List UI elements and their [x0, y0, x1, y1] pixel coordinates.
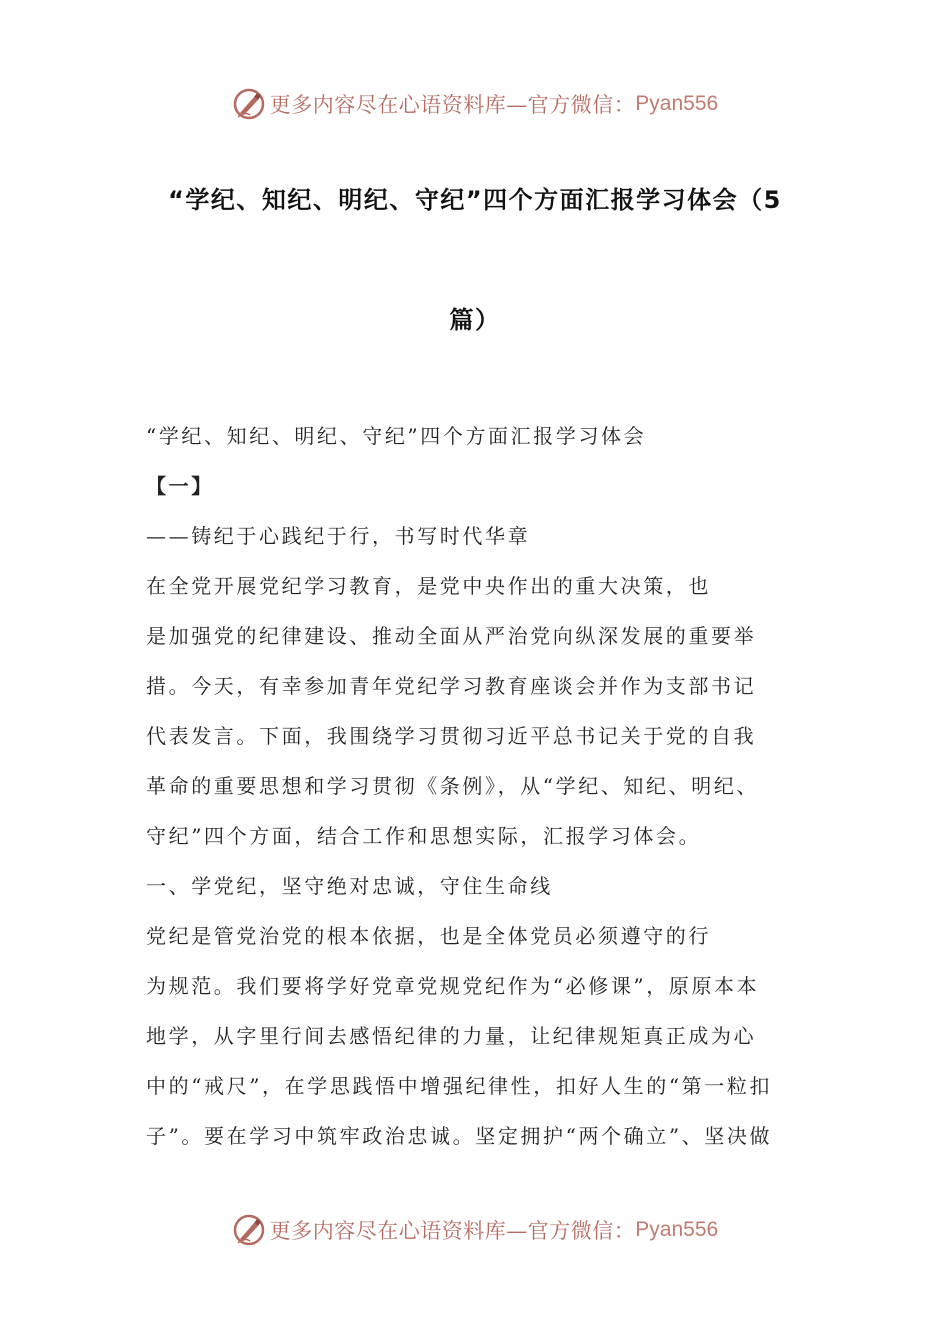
section-heading: 一、学党纪，坚守绝对忠诚，守住生命线: [146, 874, 553, 898]
paragraph-line: 是加强党的纪律建设、推动全面从严治党向纵深发展的重要举: [146, 624, 757, 648]
paragraph-line: 代表发言。下面，我围绕学习贯彻习近平总书记关于党的自我: [146, 724, 757, 748]
tagline: ——铸纪于心践纪于行，书写时代华章: [146, 524, 531, 548]
page-title-line-1: “学纪、知纪、明纪、守纪”四个方面汇报学习体会（5: [168, 186, 782, 214]
paragraph-line: 革命的重要思想和学习贯彻《条例》，从“学纪、知纪、明纪、: [146, 774, 760, 798]
section-marker: 【一】: [146, 474, 214, 498]
page-title-line-2: 篇）: [449, 306, 501, 334]
pen-logo-icon: [232, 87, 266, 121]
paragraph-line: 党纪是管党治党的根本依据，也是全体党员必须遵守的行: [146, 924, 711, 948]
banner-promo-text: 更多内容尽在心语资料库—官方微信：: [269, 1219, 636, 1243]
banner-wechat-id: Pyan556: [635, 1218, 719, 1241]
banner-wechat-id: Pyan556: [635, 92, 719, 115]
footer-banner: [0, 1210, 950, 1250]
paragraph-line: 子”。要在学习中筑牢政治忠诚。坚定拥护“两个确立”、坚决做: [146, 1124, 773, 1148]
paragraph-line: 地学，从字里行间去感悟纪律的力量，让纪律规矩真正成为心: [146, 1024, 757, 1048]
paragraph-line: 守纪”四个方面，结合工作和思想实际，汇报学习体会。: [146, 824, 702, 848]
paragraph-line: 为规范。我们要将学好党章党规党纪作为“必修课”，原原本本: [146, 974, 760, 998]
paragraph-line: 中的“戒尺”，在学思践悟中增强纪律性，扣好人生的“第一粒扣: [146, 1074, 773, 1098]
header-banner: [0, 84, 950, 124]
subtitle: “学纪、知纪、明纪、守纪”四个方面汇报学习体会: [146, 424, 647, 448]
pen-logo-icon: [232, 1213, 266, 1247]
banner-promo-text: 更多内容尽在心语资料库—官方微信：: [269, 93, 636, 117]
paragraph-line: 在全党开展党纪学习教育，是党中央作出的重大决策，也: [146, 574, 711, 598]
paragraph-line: 措。今天，有幸参加青年党纪学习教育座谈会并作为支部书记: [146, 674, 757, 698]
